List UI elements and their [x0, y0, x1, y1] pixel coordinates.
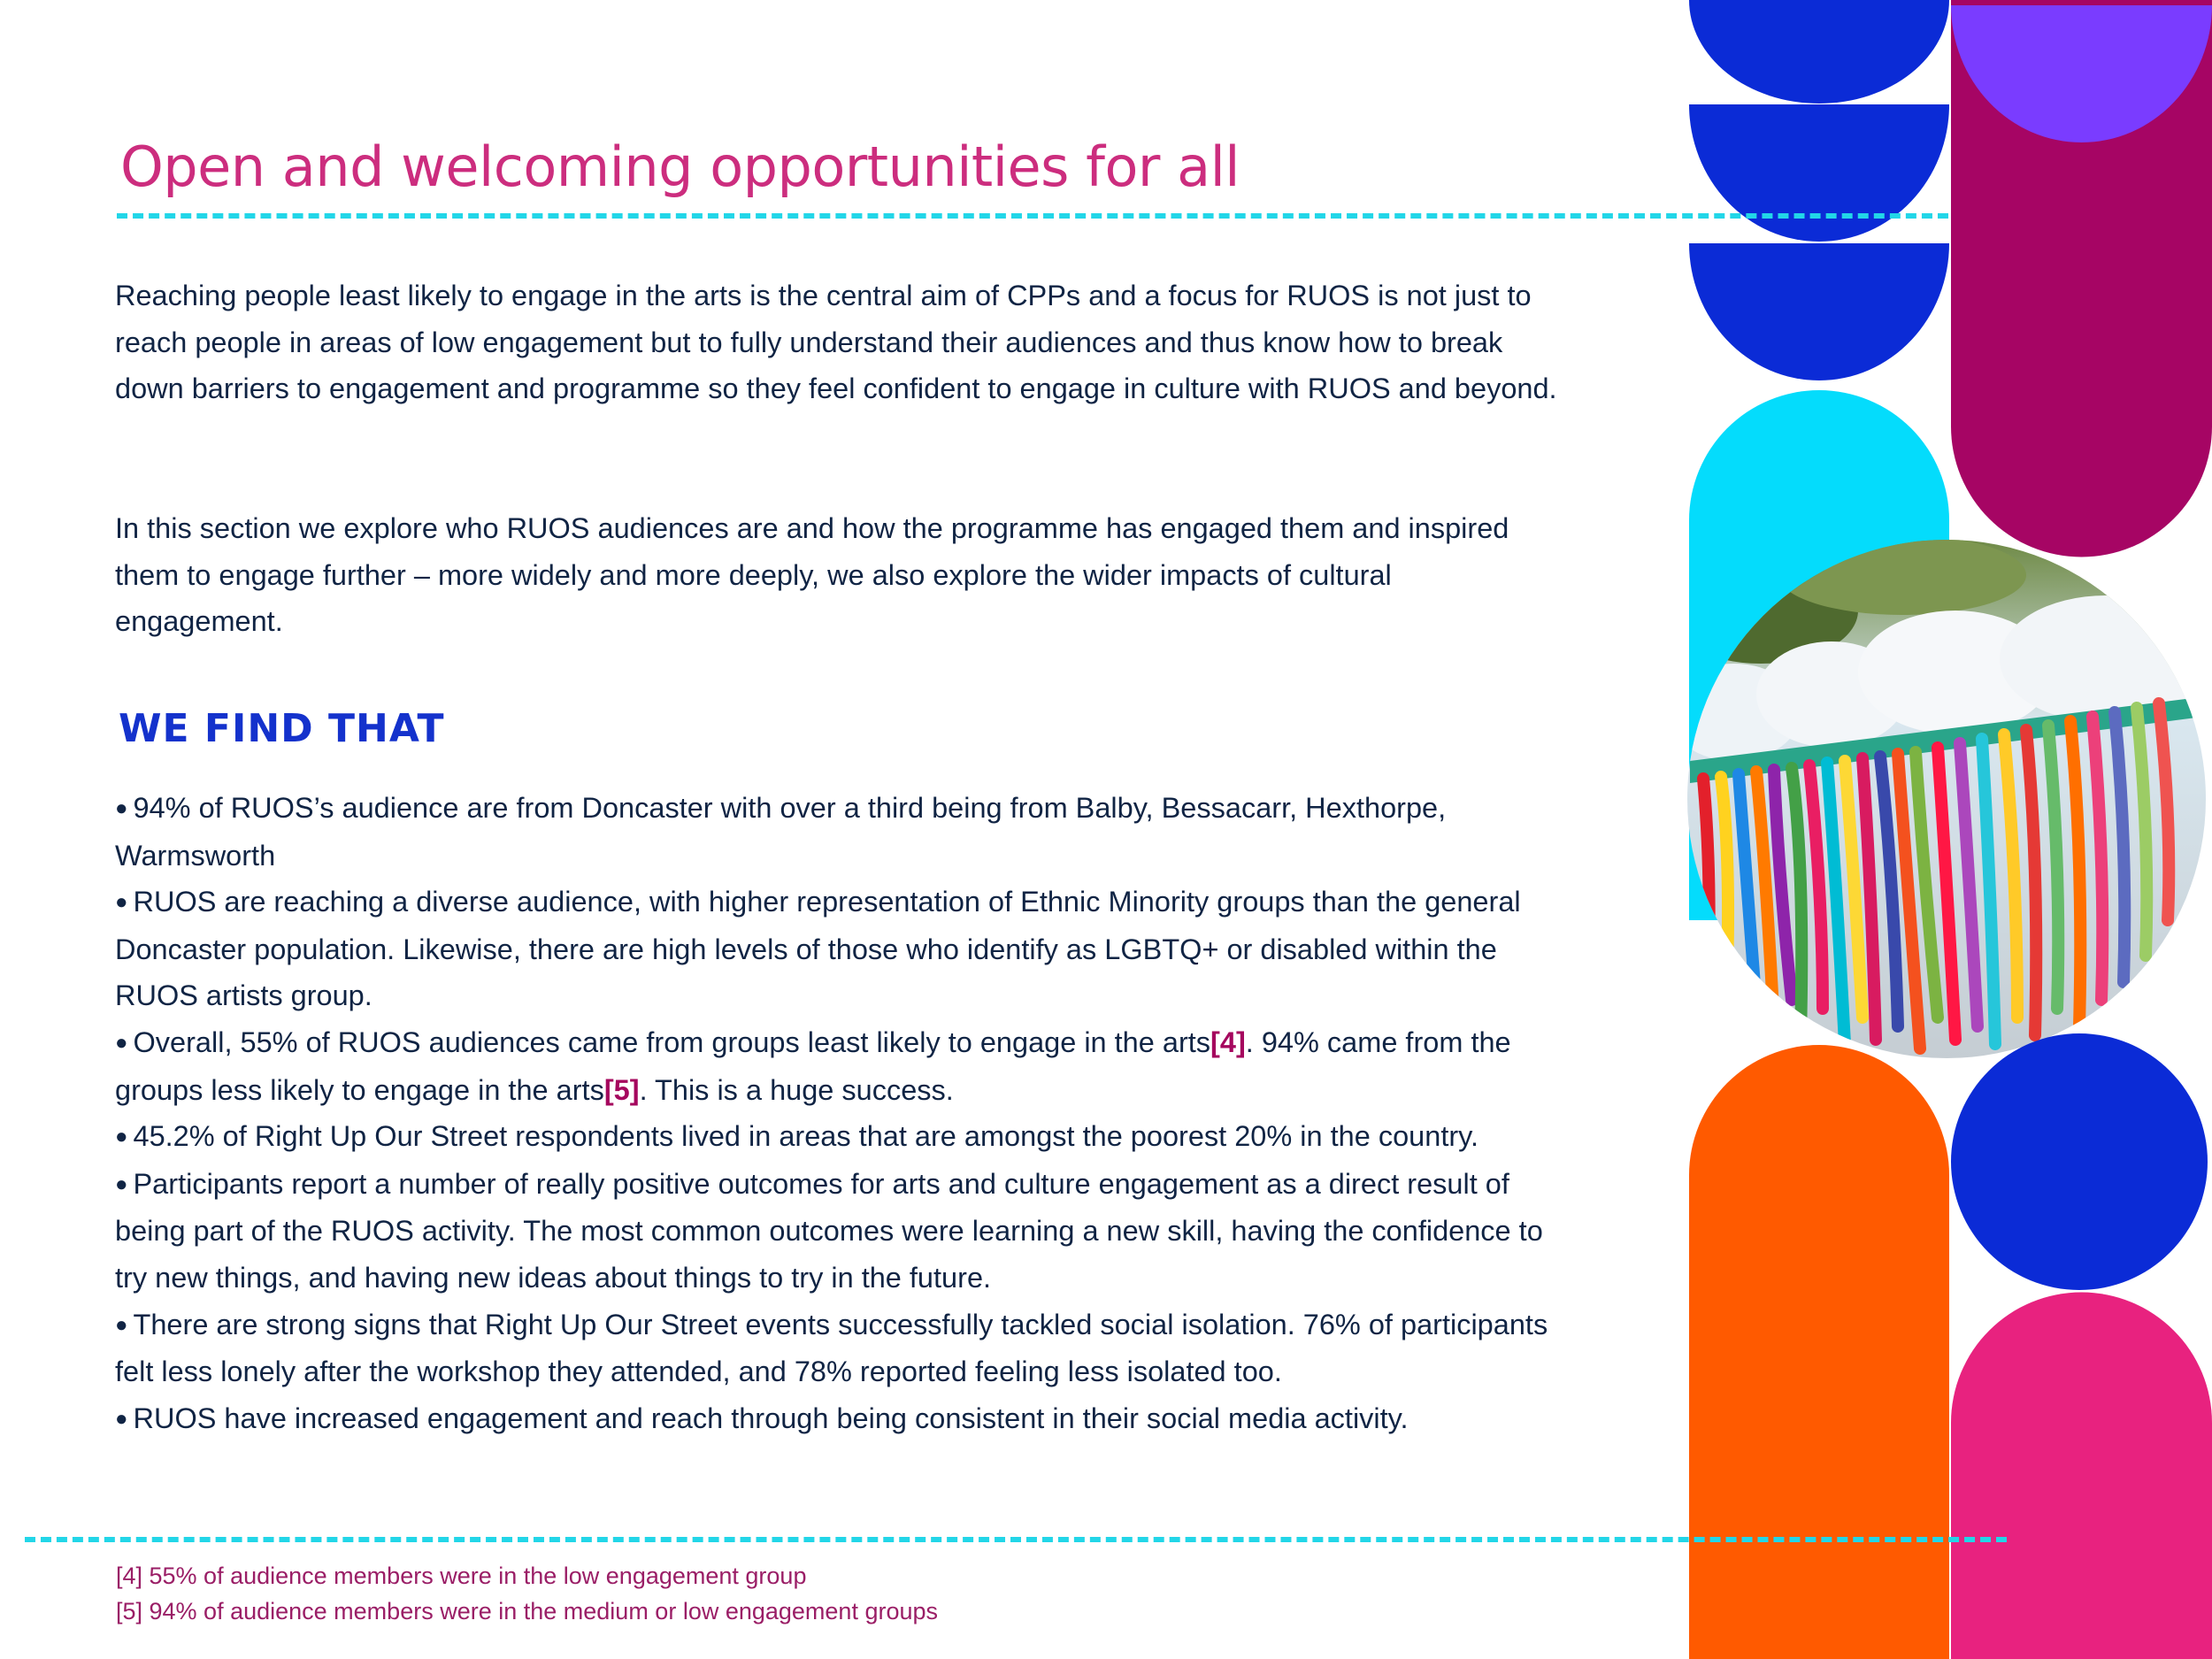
list-item: ● Overall, 55% of RUOS audiences came from groups least likely to engage in the arts[4]. 94% came from the groups less likely to engage in the arts[5]. This is a huge success. — [115, 1025, 1511, 1106]
bullet-icon: ● — [115, 890, 128, 915]
blue-semicircle-shape-1 — [1689, 0, 1949, 104]
bullet-icon: ● — [115, 1030, 128, 1055]
section-heading: WE FIND THAT — [119, 706, 445, 751]
footnote-ref-4[interactable]: [4] — [1210, 1025, 1246, 1058]
intro-paragraph-1: Reaching people least likely to engage in the arts is the central aim of CPPs and a focus for RUOS is not just to reach people in areas of low engagement but to fully understand their audiences and thus know how to break down barriers to engagement and programme so they feel confident to engage in culture with RUOS and beyond. — [115, 280, 1557, 405]
bullet-icon: ● — [115, 1125, 128, 1149]
blue-semicircle-shape-3 — [1689, 243, 1949, 380]
list-item: ● Participants report a number of really positive outcomes for arts and culture engagement as a direct result of being part of the RUOS activity. The most common outcomes were learning a new skill, having the confidence to try new things, and having new ideas about things to try in the future. — [115, 1167, 1543, 1294]
footnote-5: [5] 94% of audience members were in the medium or low engagement groups — [116, 1598, 939, 1624]
pink-pill-shape — [1951, 1293, 2212, 1659]
list-item: ● RUOS are reaching a diverse audience, with higher representation of Ethnic Minority groups than the general Doncaster population. Likewise, there are high levels of those who identify as LGBTQ+ or disabled within the RUOS artists group. — [115, 886, 1521, 1012]
intro-paragraph-2: In this section we explore who RUOS audiences are and how the programme has engaged them and inspired them to engage further – more widely and more deeply, we also explore the wider impacts of cultural engagement. — [115, 512, 1509, 638]
footnotes — [116, 1558, 938, 1629]
page-title: Open and welcoming opportunities for all — [120, 134, 1240, 199]
title-divider — [117, 213, 1948, 219]
list-item: ● RUOS have increased engagement and reach through being consistent in their social media activity. — [115, 1402, 1409, 1434]
list-item: ● 94% of RUOS’s audience are from Doncaster with over a third being from Balby, Bessacarr, Hexthorpe, Warmsworth — [115, 792, 1447, 872]
footnote-divider — [25, 1537, 2007, 1542]
blue-semicircle-shape-2 — [1689, 104, 1949, 242]
list-item: ● 45.2% of Right Up Our Street respondents lived in areas that are amongst the poorest 20% in the country. — [115, 1120, 1479, 1153]
bullet-icon: ● — [115, 1171, 128, 1196]
list-item: ● There are strong signs that Right Up Our Street events successfully tackled social isolation. 76% of participants felt less lonely after the workshop they attended, and 78% reported feeling less isolated too. — [115, 1308, 1548, 1388]
bullet-icon: ● — [115, 1406, 128, 1431]
orange-pill-shape — [1689, 1045, 1949, 1659]
bullet-icon: ● — [115, 1312, 128, 1337]
footnote-4: [4] 55% of audience members were in the low engagement group — [116, 1563, 807, 1589]
blue-circle-shape — [1951, 1033, 2208, 1290]
bullet-icon: ● — [115, 796, 128, 820]
footnote-ref-5[interactable]: [5] — [603, 1073, 640, 1106]
findings-list — [115, 785, 1566, 1442]
